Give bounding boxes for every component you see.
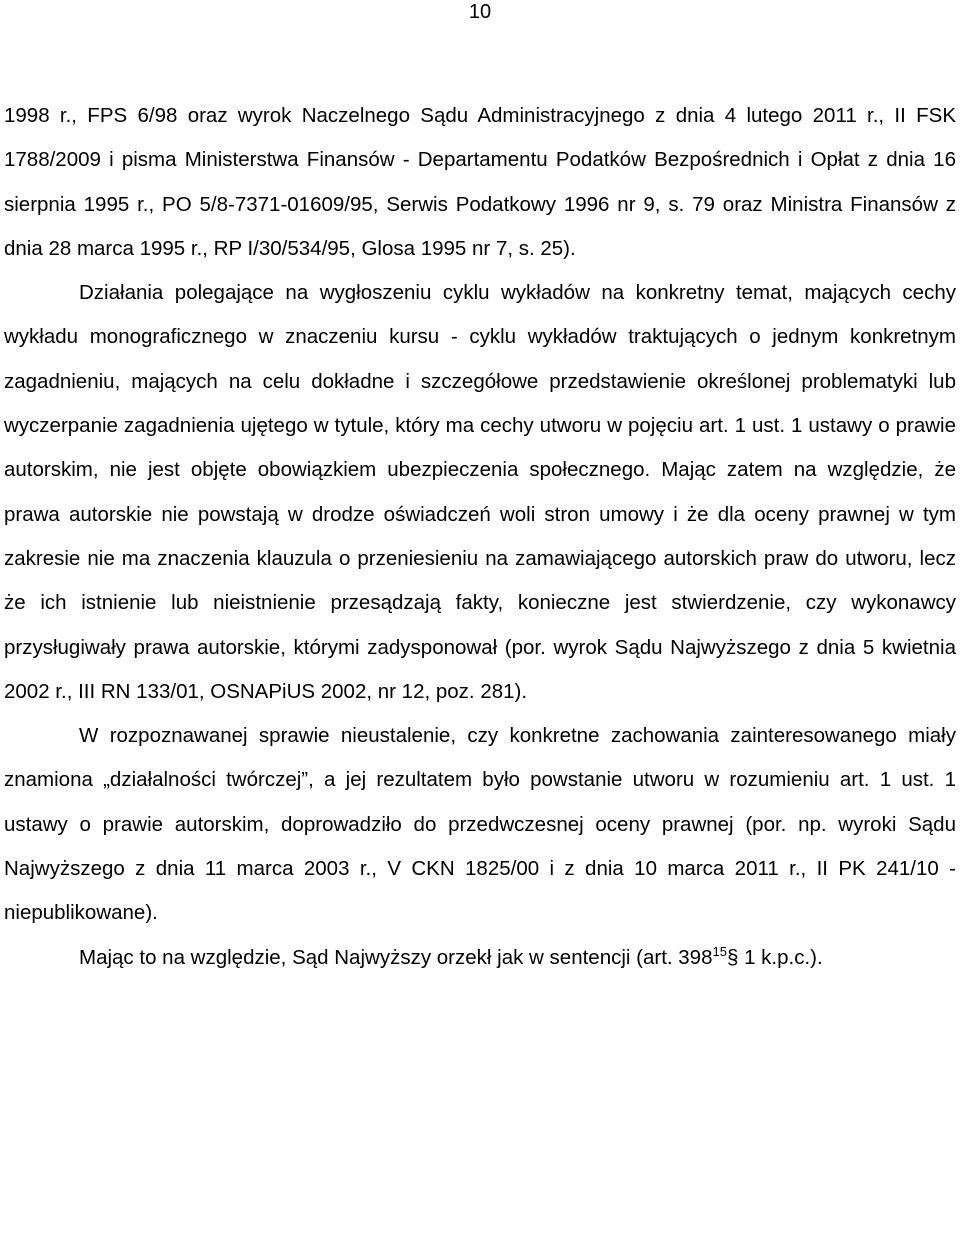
paragraph-case-assessment: W rozpoznawanej sprawie nieustalenie, czy konkretne zachowania zainteresowanego miały znamiona „działalności twórczej”, a jej rezultatem było powstanie utworu w rozumieniu art. 1 ust. 1 ustawy o prawie autorskim, doprowadziło do przedwczesnej oceny prawnej (por. np. wyroki Sądu Najwyższego z dnia 11 marca 2003 r., V CKN 1825/00 i z dnia 10 marca 2011 r., II PK 241/10 - niepublikowane). (4, 724, 956, 925)
ruling-text: Mając to na względzie, Sąd Najwyższy orzekł jak w sentencji (art. 398 (79, 945, 713, 969)
ruling-text-end: 1 k.p.c.). (738, 945, 823, 969)
paragraph-ruling (4, 936, 956, 980)
article-superscript: 15 (712, 943, 727, 959)
paragraph-citations: 1998 r., FPS 6/98 oraz wyrok Naczelnego Sądu Administracyjnego z dnia 4 lutego 2011 r., II FSK 1788/2009 i pisma Ministerstwa Finansów - Departamentu Podatków Bezpośrednich i Opłat z dnia 16 sierpnia 1995 r., PO 5/8-7371-01609/95, Serwis Podatkowy 1996 nr 9, s. 79 oraz Ministra Finansów z dnia 28 marca 1995 r., RP I/30/534/95, Glosa 1995 nr 7, s. 25). (4, 104, 956, 260)
page-number: 10 (468, 1, 492, 23)
document-body (4, 94, 956, 980)
section-symbol-icon: § (726, 945, 739, 969)
paragraph-lectures: Działania polegające na wygłoszeniu cyklu wykładów na konkretny temat, mających cechy wykładu monograficznego w znaczeniu kursu - cyklu wykładów traktujących o jednym konkretnym zagadnieniu, mających na celu dokładne i szczegółowe przedstawienie określonej problematyki lub wyczerpanie zagadnienia ujętego w tytule, który ma cechy utworu w pojęciu art. 1 ust. 1 ustawy o prawie autorskim, nie jest objęte obowiązkiem ubezpieczenia społecznego. Mając zatem na względzie, że prawa autorskie nie powstają w drodze oświadczeń woli stron umowy i że dla oceny prawnej w tym zakresie nie ma znaczenia klauzula o przeniesieniu na zamawiającego autorskich praw do utworu, lecz że ich istnienie lub nieistnienie przesądzają fakty, konieczne jest stwierdzenie, czy wykonawcy przysługiwały prawa autorskie, którymi zadysponował (por. wyrok Sądu Najwyższego z dnia 5 kwietnia 2002 r., III RN 133/01, OSNAPiUS 2002, nr 12, poz. 281). (4, 281, 956, 703)
